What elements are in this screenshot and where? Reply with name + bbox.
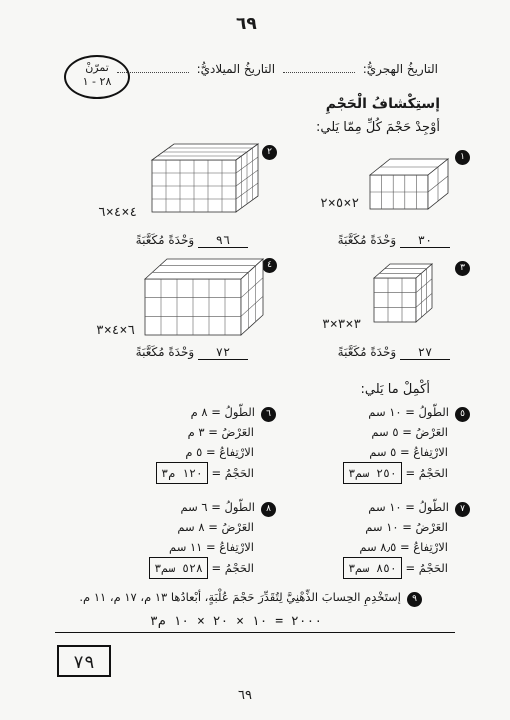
unit-label: وَحْدَةً مُكَعَّبَةً — [135, 345, 195, 359]
problem-number: ١ — [455, 150, 470, 165]
volume-answer-box[interactable]: ٥٢٨ سم٣ — [149, 557, 208, 579]
page-number-bottom: ٦٩ — [238, 688, 252, 703]
volume-answer-box[interactable]: ٨٥٠ سم٣ — [343, 557, 402, 579]
final-question — [79, 590, 422, 607]
exercise-block-7 — [343, 497, 470, 579]
exercise-number: ٦ — [261, 407, 276, 422]
final-question-text: إستَخْدِمِ الحِسابَ الذِّهْنِيَّ لِتُقَدِّرَ حَجْمَ عُلْبَةٍ، أبْعادُها ١٣ م، ١٧ م، ١١ م. — [79, 590, 401, 604]
score-box: ٧٩ — [57, 645, 111, 677]
height-line: الارْتِفاعُ = ٥ م — [185, 445, 254, 459]
height-line: الارْتِفاعُ = ٥ سم — [369, 445, 448, 459]
cube-figure-2 — [150, 140, 260, 215]
volume-answer-box[interactable]: ٢٥٠ سم٣ — [343, 462, 402, 484]
hijri-date-blank[interactable] — [283, 72, 355, 73]
section-title: إستِكْشافُ الْحَجْمِ — [325, 96, 440, 112]
instruction: أوْجِدْ حَجْمَ كُلِّ مِمّا يَلي: — [316, 120, 440, 135]
exercise-block-5 — [343, 402, 470, 484]
length-line: الطّولُ = ١٠ سم — [368, 500, 449, 514]
badge-label: تمرّنْ — [85, 61, 109, 74]
cube-figure-4 — [143, 257, 265, 337]
volume-label: الحَجْمُ = — [405, 561, 448, 575]
exercise-number: ٨ — [261, 502, 276, 517]
handwritten-work[interactable]: ٢٠٠٠ = ١٠ × ٢٠ × ١٠ م٣ — [150, 614, 323, 629]
width-line: العَرْضُ = ٥ سم — [371, 425, 448, 439]
width-line: العَرْضُ = ٨ سم — [177, 520, 254, 534]
exercise-number: ٥ — [455, 407, 470, 422]
unit-label: وَحْدَةً مُكَعَّبَةً — [337, 345, 397, 359]
height-line: الارْتِفاعُ = ١١ سم — [169, 540, 254, 554]
answer-value[interactable]: ٩٦ — [198, 233, 248, 248]
divider — [55, 632, 455, 633]
answer-value[interactable]: ٢٧ — [400, 345, 450, 360]
cube-figure-1 — [368, 155, 450, 211]
unit-label: وَحْدَةً مُكَعَّبَةً — [135, 233, 195, 247]
answer-value[interactable]: ٣٠ — [400, 233, 450, 248]
unit-label: وَحْدَةً مُكَعَّبَةً — [337, 233, 397, 247]
hijri-date-label: التاريخُ الهجريُّ: — [362, 62, 438, 76]
height-line: الارْتِفاعُ = ٨٫٥ سم — [359, 540, 448, 554]
handwritten-dims: ٣×٣×٣ — [322, 317, 362, 332]
date-fields — [113, 62, 438, 76]
problem-number: ٤ — [262, 258, 277, 273]
exercise-number: ٧ — [455, 502, 470, 517]
volume-label: الحَجْمُ = — [211, 561, 254, 575]
answer-line-1 — [338, 233, 450, 248]
length-line: الطّولُ = ٨ م — [190, 405, 255, 419]
cube-figure-3 — [372, 262, 434, 324]
width-line: العَرْضُ = ٣ م — [187, 425, 254, 439]
volume-answer-box[interactable]: ١٢٠ م٣ — [156, 462, 208, 484]
complete-heading: أكْمِلْ ما يَلي: — [360, 382, 430, 397]
length-line: الطّولُ = ١٠ سم — [368, 405, 449, 419]
answer-line-2 — [136, 233, 248, 248]
page-number-top: ٦٩ — [236, 14, 257, 34]
exercise-block-8 — [149, 497, 276, 579]
gregorian-date-label: التاريخُ الميلاديُّ: — [196, 62, 276, 76]
problem-number: ٢ — [262, 145, 277, 160]
width-line: العَرْضُ = ١٠ سم — [365, 520, 448, 534]
problem-number: ٣ — [455, 261, 470, 276]
volume-label: الحَجْمُ = — [405, 466, 448, 480]
handwritten-dims: ٢×٥×٢ — [320, 196, 360, 211]
volume-label: الحَجْمُ = — [211, 466, 254, 480]
question-number: ٩ — [407, 592, 422, 607]
badge-code: ٢٨ - ١ — [82, 75, 112, 88]
answer-line-3 — [338, 345, 450, 360]
answer-value[interactable]: ٧٢ — [198, 345, 248, 360]
length-line: الطّولُ = ٦ سم — [180, 500, 255, 514]
handwritten-dims: ٦×٤×٣ — [96, 323, 136, 338]
exercise-block-6 — [156, 402, 276, 484]
answer-line-4 — [136, 345, 248, 360]
exercise-badge — [64, 55, 130, 99]
handwritten-dims: ٤×٤×٦ — [98, 205, 138, 220]
